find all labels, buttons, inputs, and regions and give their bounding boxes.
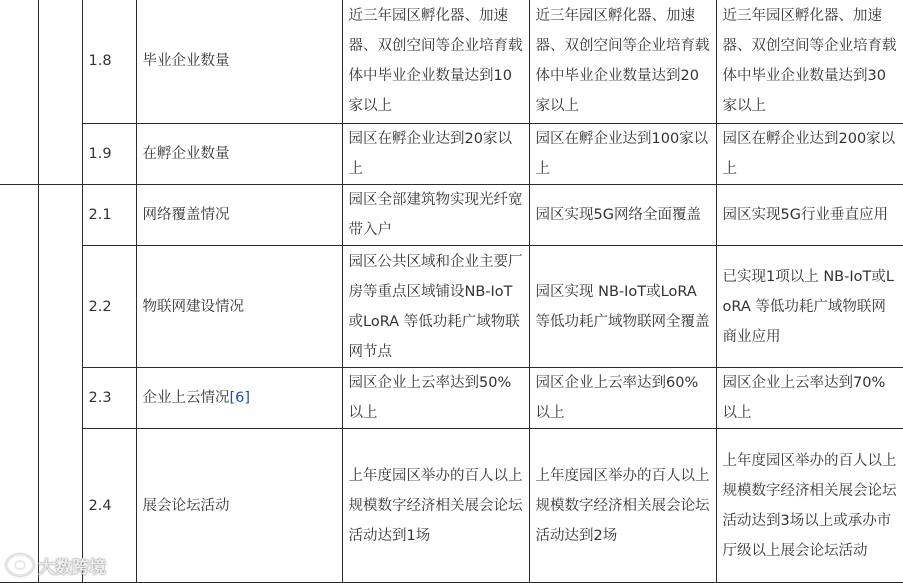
indicator-name: 网络覆盖情况 xyxy=(136,185,342,246)
level-3-criterion: 园区在孵企业达到200家以上 xyxy=(716,124,903,185)
level-1-criterion: 上年度园区举办的百人以上规模数字经济相关展会论坛活动达到1场 xyxy=(342,429,529,583)
table-row xyxy=(0,246,903,368)
level-1-criterion: 园区在孵企业达到20家以上 xyxy=(342,124,529,185)
level-2-criterion: 园区实现5G网络全面覆盖 xyxy=(529,185,716,246)
level-2-criterion: 园区实现 NB-IoT或LoRA 等低功耗广域物联网全覆盖 xyxy=(529,246,716,368)
table-row xyxy=(0,368,903,429)
level-2-criterion: 园区在孵企业达到100家以上 xyxy=(529,124,716,185)
level-1-criterion: 近三年园区孵化器、加速器、双创空间等企业培育载体中毕业企业数量达到10家以上 xyxy=(342,0,529,124)
level-2-criterion: 近三年园区孵化器、加速器、双创空间等企业培育载体中毕业企业数量达到20家以上 xyxy=(529,0,716,124)
indicator-name xyxy=(136,368,342,429)
row-number: 2.3 xyxy=(82,368,136,429)
row-number: 1.9 xyxy=(82,124,136,185)
level-3-criterion: 已实现1项以上 NB-IoT或LoRA 等低功耗广域物联网商业应用 xyxy=(716,246,903,368)
watermark-text: 大数跨境 xyxy=(38,557,106,578)
level-3-criterion: 园区企业上云率达到70%以上 xyxy=(716,368,903,429)
level-1-criterion: 园区企业上云率达到50%以上 xyxy=(342,368,529,429)
row-number: 2.1 xyxy=(82,185,136,246)
level-3-criterion: 上年度园区举办的百人以上规模数字经济相关展会论坛活动达到3场以上或承办市厅级以上展会论坛活动 xyxy=(716,429,903,583)
category-cell xyxy=(0,0,38,185)
level-2-criterion: 上年度园区举办的百人以上规模数字经济相关展会论坛活动达到2场 xyxy=(529,429,716,583)
category-cell xyxy=(0,185,38,583)
level-3-criterion: 近三年园区孵化器、加速器、双创空间等企业培育载体中毕业企业数量达到30家以上 xyxy=(716,0,903,124)
row-number: 2.4 xyxy=(82,429,136,583)
indicator-name: 毕业企业数量 xyxy=(136,0,342,124)
table-row xyxy=(0,185,903,246)
subcategory-cell xyxy=(38,185,82,583)
row-number: 1.8 xyxy=(82,0,136,124)
indicator-name: 物联网建设情况 xyxy=(136,246,342,368)
table-row xyxy=(0,124,903,185)
row-number: 2.2 xyxy=(82,246,136,368)
level-3-criterion: 园区实现5G行业垂直应用 xyxy=(716,185,903,246)
level-1-criterion: 园区全部建筑物实现光纤宽带入户 xyxy=(342,185,529,246)
indicator-name: 展会论坛活动 xyxy=(136,429,342,583)
indicator-name: 在孵企业数量 xyxy=(136,124,342,185)
subcategory-cell xyxy=(38,0,82,185)
table-row xyxy=(0,0,903,124)
level-2-criterion: 园区企业上云率达到60%以上 xyxy=(529,368,716,429)
indicator-name-text: 企业上云情况 xyxy=(142,390,230,406)
footnote-reference-link[interactable]: [6] xyxy=(229,390,251,406)
table-row xyxy=(0,429,903,583)
level-1-criterion: 园区公共区域和企业主要厂房等重点区域铺设NB-IoT或LoRA 等低功耗广域物联网节点 xyxy=(342,246,529,368)
